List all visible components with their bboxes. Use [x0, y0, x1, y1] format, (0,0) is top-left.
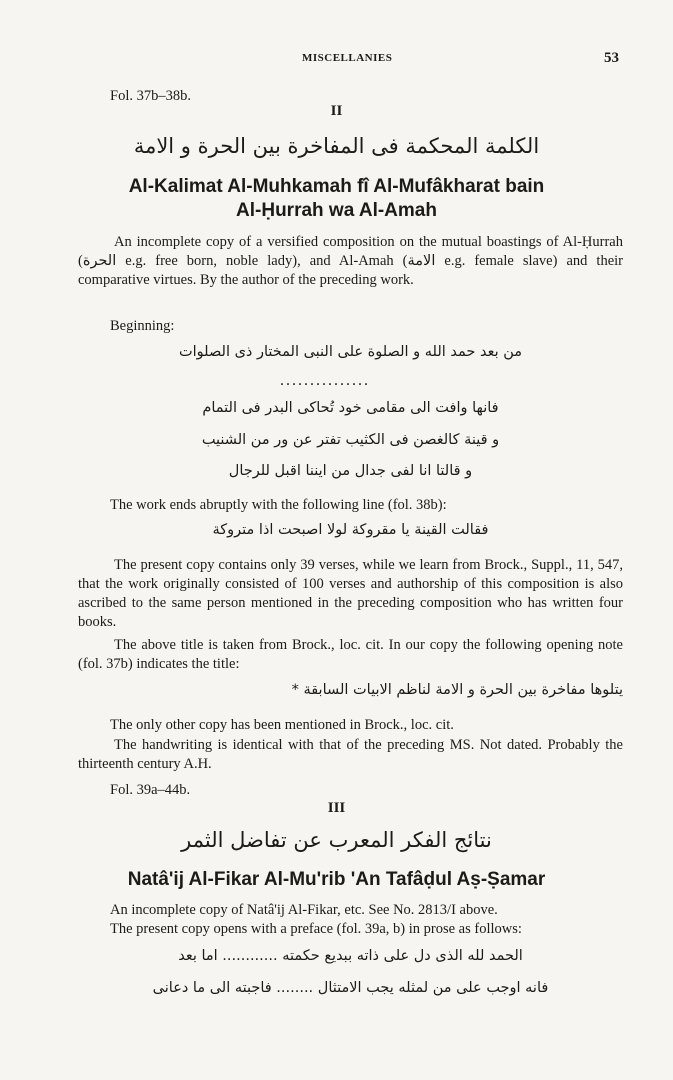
- running-title: MISCELLANIES: [302, 52, 393, 64]
- arabic-verse: فانها وافت الى مقامى خود تُحاكى البدر فى التمام: [202, 400, 499, 416]
- other-copy-paragraph: The only other copy has been mentioned in Brock., loc. cit.: [110, 717, 454, 733]
- arabic-opening-note: [78, 682, 623, 698]
- transliterated-title-line1: Al-Kalimat Al-Muhkamah fî Al-Mufâkharat bain: [128, 176, 545, 197]
- section-number: II: [330, 103, 343, 119]
- handwriting-paragraph: The handwriting is identical with that of the preceding MS. Not dated. Probably the thirteenth century A.H.: [78, 737, 623, 772]
- incomplete-copy-paragraph: An incomplete copy of Natâ'ij Al-Fikar, etc. See No. 2813/I above.: [110, 902, 498, 918]
- ending-label: The work ends abruptly with the following line (fol. 38b):: [110, 497, 447, 513]
- transliterated-title: Natâ'ij Al-Fikar Al-Mu'rib 'An Tafâḍul Aṣ-Ṣamar: [127, 869, 546, 890]
- folio-reference: Fol. 39a–44b.: [110, 782, 191, 798]
- transliterated-title-line2: Al-Ḥurrah wa Al-Amah: [236, 200, 437, 221]
- preface-intro-paragraph: The present copy opens with a preface (fol. 39a, b) in prose as follows:: [110, 921, 522, 937]
- section-number: III: [327, 800, 346, 816]
- ellipsis-dots: ...............: [280, 372, 370, 389]
- arabic-title: الكلمة المحكمة فى المفاخرة بين الحرة و الامة: [133, 134, 540, 158]
- description-paragraph: An incomplete copy of a versified composition on the mutual boastings of Al-Ḥurrah (الحرة e.g. free born, noble lady), and Al-Amah (الامة e.g. female slave) and their comparative virtues. By the author of the preceding work.: [78, 234, 624, 288]
- asterisk-mark: *: [291, 682, 299, 698]
- arabic-title: نتائج الفكر المعرب عن تفاضل الثمر: [181, 828, 492, 852]
- folio-reference: Fol. 37b–38b.: [110, 88, 191, 104]
- arabic-beginning-line: من بعد حمد الله و الصلوة على النبى المختار ذى الصلوات: [178, 344, 523, 360]
- arabic-ending-line: فقالت القينة يا مقروكة لولا اصبحت اذا متروكة: [212, 522, 489, 538]
- present-copy-paragraph: The present copy contains only 39 verses, while we learn from Brock., Suppl., 11, 547, that the work originally consisted of 100 verses and authorship of this composition is also ascribed to the same person mentioned in the preceding composition who has written four books.: [78, 557, 623, 630]
- arabic-preface-line: الحمد لله الذى دل على ذاته ببديع حكمته ............ اما بعد: [178, 948, 523, 964]
- arabic-verse: و قينة كالغصن فى الكثيب تفتر عن ور من الشنيب: [201, 432, 500, 448]
- title-source-paragraph: The above title is taken from Brock., loc. cit. In our copy the following opening note (fol. 37b) indicates the title:: [78, 637, 623, 672]
- arabic-preface-line: فانه اوجب على من لمثله يجب الامتثال ........ فاجبته الى ما دعانى: [152, 980, 549, 996]
- arabic-note-text: يتلوها مفاخرة بين الحرة و الامة لناظم الابيات السابقة: [303, 682, 623, 698]
- beginning-label: Beginning:: [110, 318, 175, 334]
- page-number: 53: [604, 50, 619, 66]
- arabic-verse: و قالتا انا لفى جدال من ايننا اقبل للرجال: [228, 463, 473, 479]
